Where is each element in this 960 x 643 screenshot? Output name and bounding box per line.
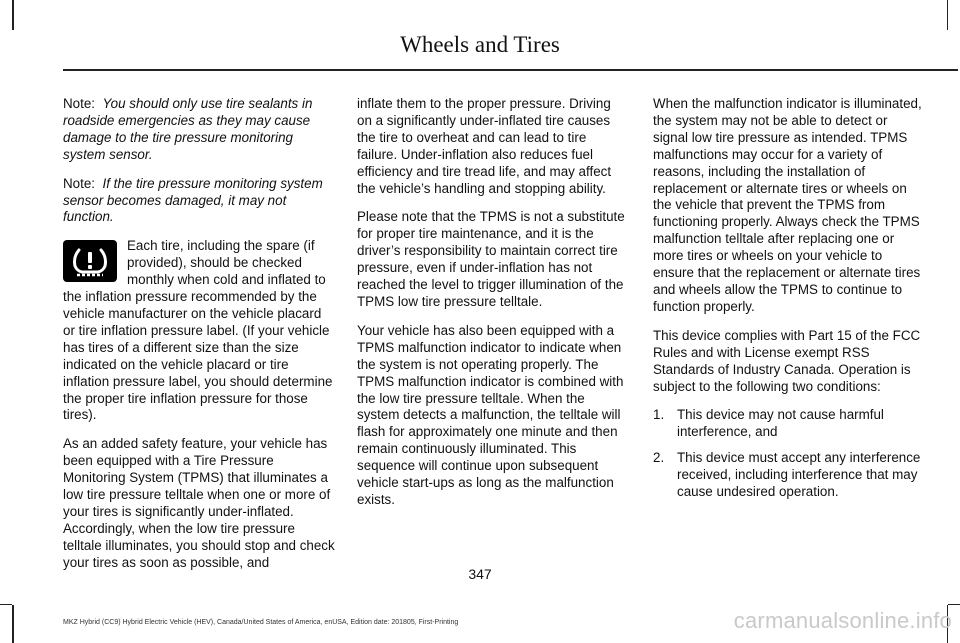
crop-mark-bottom-left [12, 605, 14, 643]
footer-edition: MKZ Hybrid (CC9) Hybrid Electric Vehicle (HEV), Canada/United States of America, enUSA, Edition date: 201805, First-Printing [63, 619, 459, 626]
paragraph-fcc-compliance: This device complies with Part 15 of the FCC Rules and with License exempt RSS Standards of Industry Canada. Operation is subject to the following two conditions: [653, 327, 921, 394]
conditions-list [653, 407, 925, 501]
paragraph-malfunction-illuminated: When the malfunction indicator is illuminated, the system may not be able to detect or signal low tire pressure as intended. TPMS malfunctions may occur for a variety of reasons, including the installation of replacement or alternate tires or wheels on the vehicle that prevent the TPMS from functioning properly. Always check the TPMS malfunction telltale after replacing one or more tires or wheels on your vehicle to ensure that the replacement or alternate tires and wheels allow the TPMS to continue to function properly. [653, 96, 922, 314]
list-item [653, 407, 925, 441]
note-label: Note: [63, 96, 96, 111]
paragraph-monthly-check: Each tire, including the spare (if provided), should be checked monthly when cold and inflated to the inflation pressure recommended by the vehicle manufacturer on the vehicle placard or tire inflation pressure label. (If your vehicle has tires of a different size than the size indicated on the vehicle placard or tire inflation pressure label, you should determine the proper tire inflation pressure for those tires). [63, 238, 333, 423]
paragraph-tpms-feature: As an added safety feature, your vehicle has been equipped with a Tire Pressure Monitoring System (TPMS) that illuminates a low tire pressure telltale when one or more of your tires is significantly under-inflated. Accordingly, when the low tire pressure telltale illuminates, you should stop and check your tires as soon as possible, and [63, 436, 335, 570]
note-tire-sealant [63, 96, 335, 164]
list-text: This device may not cause harmful interference, and [677, 407, 884, 440]
note-sensor-damage [63, 176, 335, 227]
tire-pressure-warning-icon [63, 240, 117, 284]
crop-mark-bottom-left-horizontal [0, 604, 12, 606]
paragraph-underinflation: inflate them to the proper pressure. Driving on a significantly under-inflated tire causes the tire to overheat and can lead to tire failure. Under-inflation also reduces fuel efficiency and tire tread life, and may affect the vehicle’s handling and stopping ability. [357, 96, 612, 196]
note-text: You should only use tire sealants in roadside emergencies as they may cause damage to the tire pressure monitoring system sensor. [63, 96, 313, 162]
crop-mark-top-right [947, 0, 949, 30]
paragraph-malfunction-indicator: Your vehicle has also been equipped with a TPMS malfunction indicator to indicate when the system is not operating properly. The TPMS malfunction indicator is combined with the low tire pressure telltale. When the system detects a malfunction, the telltale will flash for approximately one minute and then remain continuously illuminated. This sequence will continue upon subsequent vehicle start-ups as long as the malfunction exists. [357, 322, 624, 507]
list-item [653, 450, 925, 501]
header-divider [63, 69, 958, 71]
note-text: If the tire pressure monitoring system sensor becomes damaged, it may not function. [63, 175, 323, 225]
column-1 [63, 96, 335, 584]
crop-mark-bottom-right-horizontal [948, 604, 960, 606]
crop-mark-top-left [12, 0, 14, 30]
watermark: carmanualsonline.info [733, 608, 952, 633]
column-3 [653, 96, 925, 510]
paragraph-maintenance: Please note that the TPMS is not a substitute for proper tire maintenance, and it is the driver’s responsibility to maintain correct tire pressure, even if under-inflation has not reached the level to trigger illumination of the TPMS low tire pressure telltale. [357, 209, 625, 309]
note-label: Note: [63, 175, 96, 191]
list-number: 2. [653, 450, 665, 466]
list-text: This device must accept any interference received, including interference that may cause undesired operation. [677, 450, 921, 500]
page-number: 347 [468, 566, 492, 582]
page-title: Wheels and Tires [400, 32, 560, 57]
column-2 [357, 96, 629, 521]
list-number: 1. [653, 407, 665, 423]
